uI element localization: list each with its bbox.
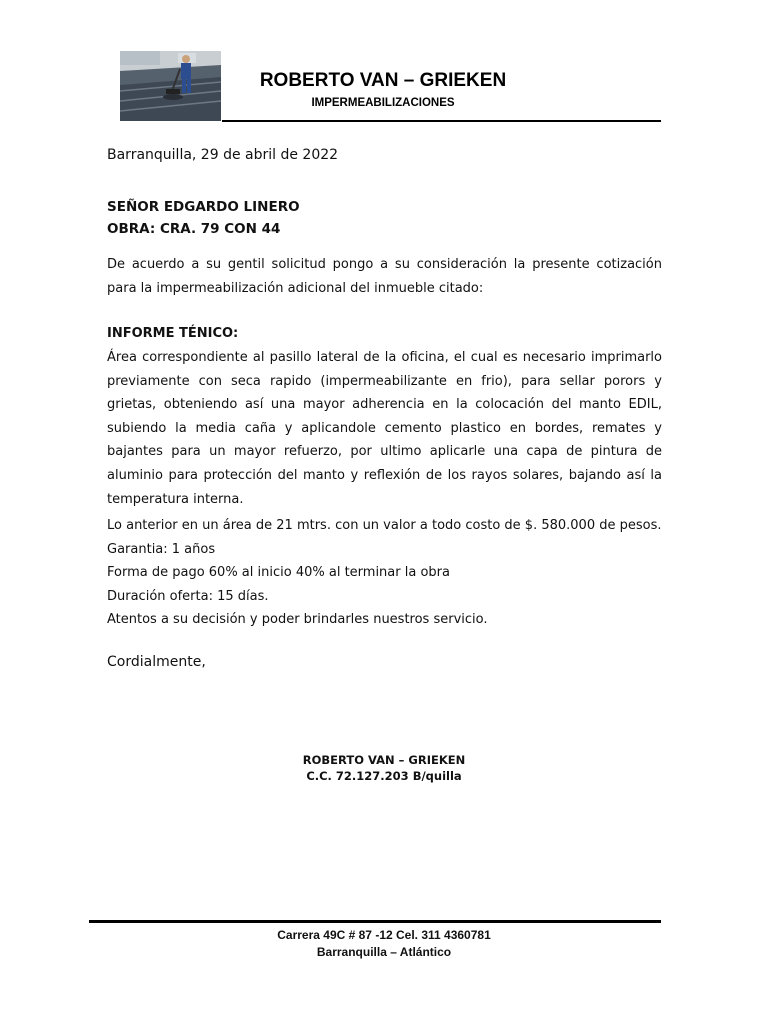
terms-warranty-line: Garantia: 1 años [107,541,216,557]
informe-paragraph: Área correspondiente al pasillo lateral de la oficina, el cual es necesario imprimarlo previamente con seca rapido (impermeabilizante en frio), para sellar porors y grietas, obteniendo así una mayor adherencia en la colocación del manto EDIL, subiendo la media caña y aplicandole cemento plastico en bordes, remates y bajantes para un mayor refuerzo, por ultimo aplicarle una capa de pintura de aluminio para protección del manto y reflexión de los rayos solares, bajando así la temperatura interna. [107,350,662,507]
terms-list [107,514,662,632]
company-name: ROBERTO VAN – GRIEKEN [259,70,507,91]
terms-offer-duration-line: Duración oferta: 15 días. [107,588,269,604]
informe-title: INFORME TÉNICO: [107,326,239,341]
footer-address: Carrera 49C # 87 -12 Cel. 311 4360781 [277,928,491,942]
company-subtitle: IMPERMEABILIZACIONES [311,97,455,109]
terms-price-line: Lo anterior en un área de 21 mtrs. con un valor a todo costo de $. 580.000 de pesos. [107,518,662,533]
intro-paragraph: De acuerdo a su gentil solicitud pongo a su consideración la presente cotización para la impermeabilización adicional del inmueble citado: [107,257,662,296]
roof-worker-photo [120,51,221,121]
recipient-name: SEÑOR EDGARDO LINERO [107,199,300,215]
letter-date: Barranquilla, 29 de abril de 2022 [107,147,339,163]
terms-closing-line: Atentos a su decisión y poder brindarles nuestros servicio. [107,612,488,628]
terms-payment-line: Forma de pago 60% al inicio 40% al terminar la obra [107,565,450,581]
footer-city: Barranquilla – Atlántico [316,945,452,959]
signature-id: C.C. 72.127.203 B/quilla [306,769,462,783]
footer-divider [89,920,661,923]
signature-name: ROBERTO VAN – GRIEKEN [302,753,466,767]
obra-reference: OBRA: CRA. 79 CON 44 [107,221,281,237]
header-divider [222,120,661,122]
closing-salutation: Cordialmente, [107,654,206,670]
